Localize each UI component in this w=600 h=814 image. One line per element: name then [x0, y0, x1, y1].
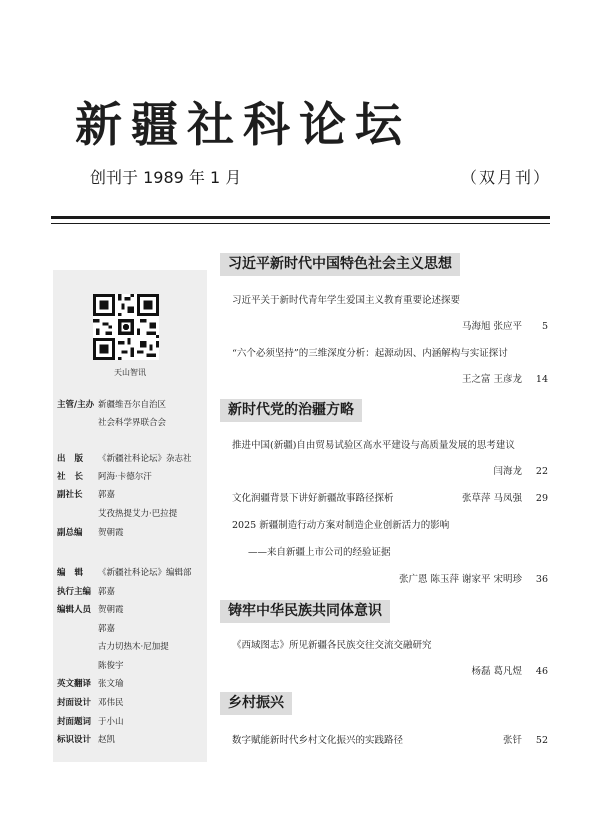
- info-row: [57, 416, 166, 428]
- info-value: 张文瑜: [98, 679, 124, 689]
- info-row: [57, 659, 124, 671]
- qr-caption: 天山智讯: [114, 368, 146, 377]
- article-page: 52: [535, 735, 548, 746]
- article-subtitle: ——来自新疆上市公司的经验证据: [248, 547, 391, 558]
- article-authors: 张广恩 陈玉萍 谢家平 宋明珍: [398, 574, 522, 585]
- info-label: 编辑: [57, 568, 93, 578]
- article-page: 46: [535, 666, 548, 677]
- info-value: 于小山: [98, 717, 124, 727]
- info-value: 陈俊宇: [98, 661, 124, 671]
- article-title[interactable]: 文化润疆背景下讲好新疆故事路径探析: [232, 493, 394, 504]
- info-label: 主管/主办: [57, 400, 95, 410]
- info-value: 贺朝霞: [98, 605, 124, 615]
- section-heading: 乡村振兴: [220, 692, 292, 715]
- header-rule-thick: [51, 216, 550, 219]
- section-heading: 新时代党的治疆方略: [220, 399, 362, 422]
- info-label: 英文翻译: [57, 679, 92, 689]
- publication-frequency: （双月刊）: [461, 168, 552, 187]
- article-title[interactable]: 《西域图志》所见新疆各民族交往交流交融研究: [232, 640, 432, 651]
- article-byline: [503, 732, 548, 746]
- article-page: 14: [535, 374, 548, 385]
- article-title[interactable]: 推进中国(新疆)自由贸易试验区高水平建设与高质量发展的思考建议: [232, 440, 515, 451]
- article-authors: 闫海龙: [493, 466, 522, 477]
- section-heading: 铸牢中华民族共同体意识: [220, 600, 390, 623]
- info-row: [57, 733, 115, 745]
- info-row: [57, 640, 169, 652]
- info-label: 封面题词: [57, 717, 92, 727]
- info-row: [57, 603, 124, 615]
- article-authors: 杨磊 葛凡煜: [471, 666, 522, 677]
- article-page: 5: [541, 321, 548, 332]
- info-value: 社会科学界联合会: [98, 418, 167, 428]
- article-authors: 张钎: [502, 735, 522, 746]
- header-rule-thin: [51, 223, 550, 224]
- article-title[interactable]: 习近平关于新时代青年学生爱国主义教育重要论述探要: [232, 295, 461, 306]
- info-label: 编辑人员: [57, 605, 92, 615]
- info-row: [57, 526, 124, 538]
- article-byline: [471, 663, 548, 677]
- info-value: 艾孜热提艾力·巴拉提: [98, 509, 178, 519]
- info-value: 新疆维吾尔自治区: [98, 400, 167, 410]
- info-value: 赵凯: [98, 735, 116, 745]
- info-label: 社长: [57, 472, 93, 482]
- article-byline: [462, 371, 548, 385]
- info-row: [57, 488, 115, 500]
- info-label: 副总编: [57, 528, 83, 538]
- info-row: [57, 566, 192, 578]
- article-authors: 张草萍 马凤强: [461, 493, 522, 504]
- section-heading: 习近平新时代中国特色社会主义思想: [220, 253, 460, 276]
- article-title[interactable]: “六个必须坚持”的三维深度分析：起源动因、内涵解构与实证探讨: [232, 348, 508, 359]
- article-byline: [462, 490, 548, 504]
- info-value: 阿海·卡德尔汗: [98, 472, 152, 482]
- info-row: [57, 715, 124, 727]
- info-label: 出版: [57, 454, 93, 464]
- info-label: 副社长: [57, 490, 83, 500]
- info-label: 封面设计: [57, 698, 92, 708]
- info-row: [57, 585, 115, 597]
- info-value: 郭嘉: [98, 624, 116, 634]
- info-row: [57, 398, 166, 410]
- article-byline: [399, 571, 548, 585]
- info-row: [57, 507, 177, 519]
- info-value: 《新疆社科论坛》编辑部: [98, 568, 192, 578]
- info-value: 《新疆社科论坛》杂志社: [98, 454, 192, 464]
- article-page: 22: [535, 466, 548, 477]
- info-label: 标识设计: [57, 735, 92, 745]
- article-page: 36: [535, 574, 548, 585]
- article-authors: 王之富 王彦龙: [461, 374, 522, 385]
- info-value: 邓伟民: [98, 698, 124, 708]
- qr-code-icon[interactable]: [93, 294, 159, 360]
- article-byline: [493, 463, 548, 477]
- founded-date: 创刊于 1989 年 1 月: [90, 168, 242, 187]
- article-authors: 马海旭 张应平: [461, 321, 522, 332]
- info-row: [57, 622, 115, 634]
- journal-title: 新疆社科论坛: [75, 98, 411, 153]
- info-row: [57, 452, 192, 464]
- info-value: 郭嘉: [98, 587, 116, 597]
- info-row: [57, 677, 124, 689]
- article-title[interactable]: 2025 新疆制造行动方案对制造企业创新活力的影响: [232, 520, 450, 531]
- info-row: [57, 696, 124, 708]
- info-row: [57, 470, 152, 482]
- info-value: 贺朝霞: [98, 528, 124, 538]
- info-value: 郭嘉: [98, 490, 116, 500]
- info-value: 古力切热木·尼加提: [98, 642, 169, 652]
- info-label: 执行主编: [57, 587, 92, 597]
- article-byline: [462, 318, 548, 332]
- article-title[interactable]: 数字赋能新时代乡村文化振兴的实践路径: [232, 735, 404, 746]
- article-page: 29: [535, 493, 548, 504]
